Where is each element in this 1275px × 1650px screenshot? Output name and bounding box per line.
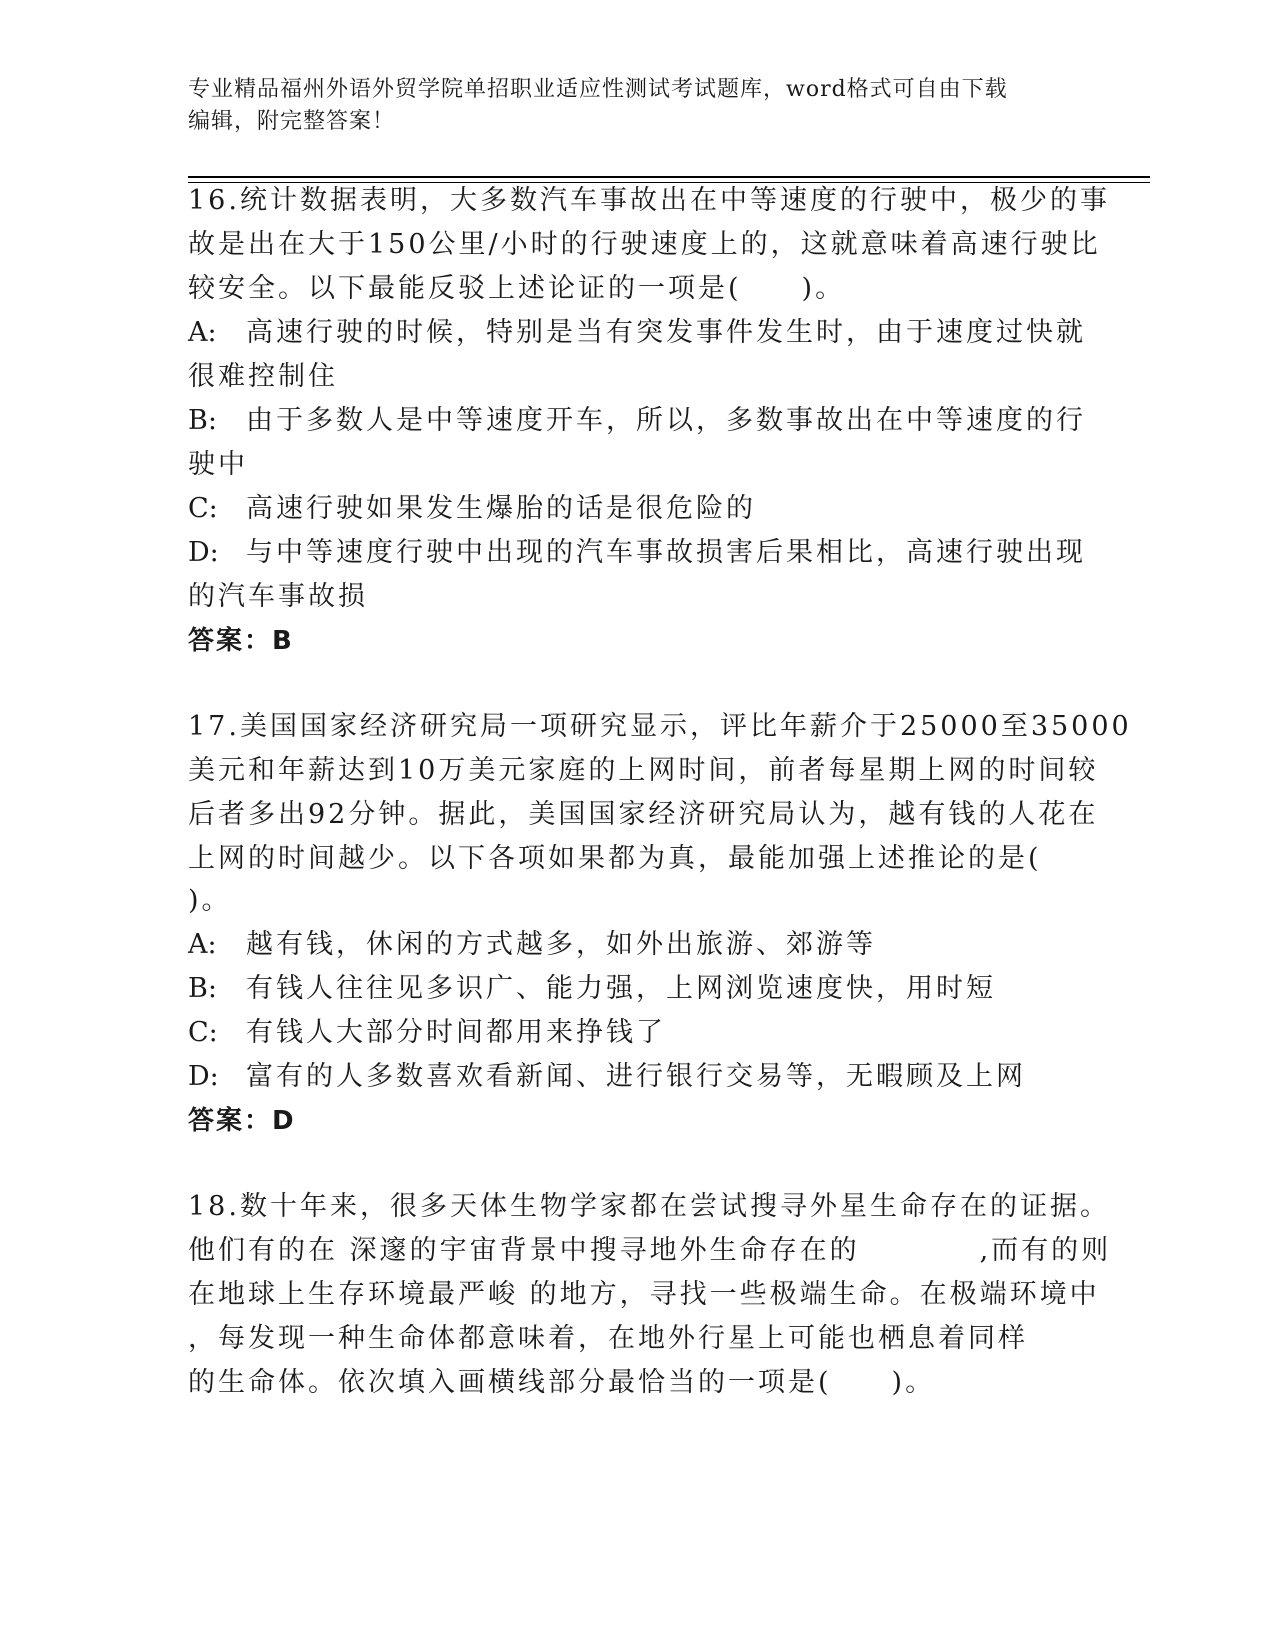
question-16-option-b-cont: 驶中: [188, 449, 248, 480]
question-16-answer: 答案：B: [188, 626, 294, 656]
header-rule-thick: [188, 176, 1150, 178]
question-18-line-5: 的生命体。依次填入画横线部分最恰当的一项是( )。: [188, 1367, 936, 1398]
question-16-option-c: [188, 492, 756, 526]
option-label: B:: [188, 405, 217, 436]
option-label: A:: [188, 317, 217, 348]
option-text: 高速行驶的时候，特别是当有突发事件发生时，由于速度过快就: [246, 317, 1086, 348]
option-label: C:: [188, 1017, 218, 1048]
option-text: 富有的人多数喜欢看新闻、进行银行交易等，无暇顾及上网: [246, 1061, 1026, 1092]
header-line-1: 专业精品福州外语外贸学院单招职业适应性测试考试题库，word格式可自由下载: [188, 77, 1008, 102]
header-rule-thin: [188, 182, 1150, 183]
question-16-line-3: 较安全。以下最能反驳上述论证的一项是( )。: [188, 273, 846, 304]
option-label: C:: [188, 493, 218, 524]
question-17-answer: 答案：D: [188, 1106, 296, 1136]
option-text: 由于多数人是中等速度开车，所以，多数事故出在中等速度的行: [246, 405, 1086, 436]
question-17-line-4: 上网的时间越少。以下各项如果都为真，最能加强上述推论的是(: [188, 843, 1042, 874]
question-16-option-b: [188, 404, 1086, 438]
question-17-line-5: )。: [188, 885, 232, 916]
question-17-option-c: [188, 1016, 666, 1050]
question-17-line-1: 17.美国国家经济研究局一项研究显示，评比年薪介于25000至35000: [188, 711, 1132, 742]
option-label: B:: [188, 973, 217, 1004]
question-16-line-1: 16.统计数据表明，大多数汽车事故出在中等速度的行驶中，极少的事: [188, 185, 1110, 216]
question-16-option-d: [188, 536, 1086, 570]
question-16-option-a-cont: 很难控制住: [188, 361, 338, 392]
question-18-line-2: 他们有的在 深邃的宇宙背景中搜寻地外生命存在的 ,而有的则: [188, 1235, 1112, 1266]
option-text: 与中等速度行驶中出现的汽车事故损害后果相比，高速行驶出现: [246, 537, 1086, 568]
option-text: 有钱人往往见多识广、能力强，上网浏览速度快，用时短: [246, 973, 996, 1004]
option-label: D:: [188, 1061, 219, 1092]
question-17-line-3: 后者多出92分钟。据此，美国国家经济研究局认为，越有钱的人花在: [188, 799, 1099, 830]
option-text: 越有钱，休闲的方式越多，如外出旅游、郊游等: [246, 929, 876, 960]
question-17-option-d: [188, 1060, 1026, 1094]
question-16-option-d-cont: 的汽车事故损: [188, 581, 368, 612]
header-line-2: 编辑，附完整答案！: [188, 109, 396, 134]
question-18-line-3: 在地球上生存环境最严峻 的地方，寻找一些极端生命。在极端环境中: [188, 1279, 1100, 1310]
question-17-option-b: [188, 972, 996, 1006]
question-18-line-1: 18.数十年来，很多天体生物学家都在尝试搜寻外星生命存在的证据。: [188, 1191, 1110, 1222]
question-18-line-4: ，每发现一种生命体都意味着，在地外行星上可能也栖息着同样: [188, 1323, 1028, 1354]
question-16-option-a: [188, 316, 1086, 350]
question-17-line-2: 美元和年薪达到10万美元家庭的上网时间，前者每星期上网的时间较: [188, 755, 1099, 786]
option-text: 高速行驶如果发生爆胎的话是很危险的: [246, 493, 756, 524]
page-header: [188, 74, 1088, 138]
option-label: D:: [188, 537, 219, 568]
question-16-line-2: 故是出在大于150公里/小时的行驶速度上的，这就意味着高速行驶比: [188, 229, 1101, 260]
question-17-option-a: [188, 928, 876, 962]
option-label: A:: [188, 929, 217, 960]
option-text: 有钱人大部分时间都用来挣钱了: [246, 1017, 666, 1048]
